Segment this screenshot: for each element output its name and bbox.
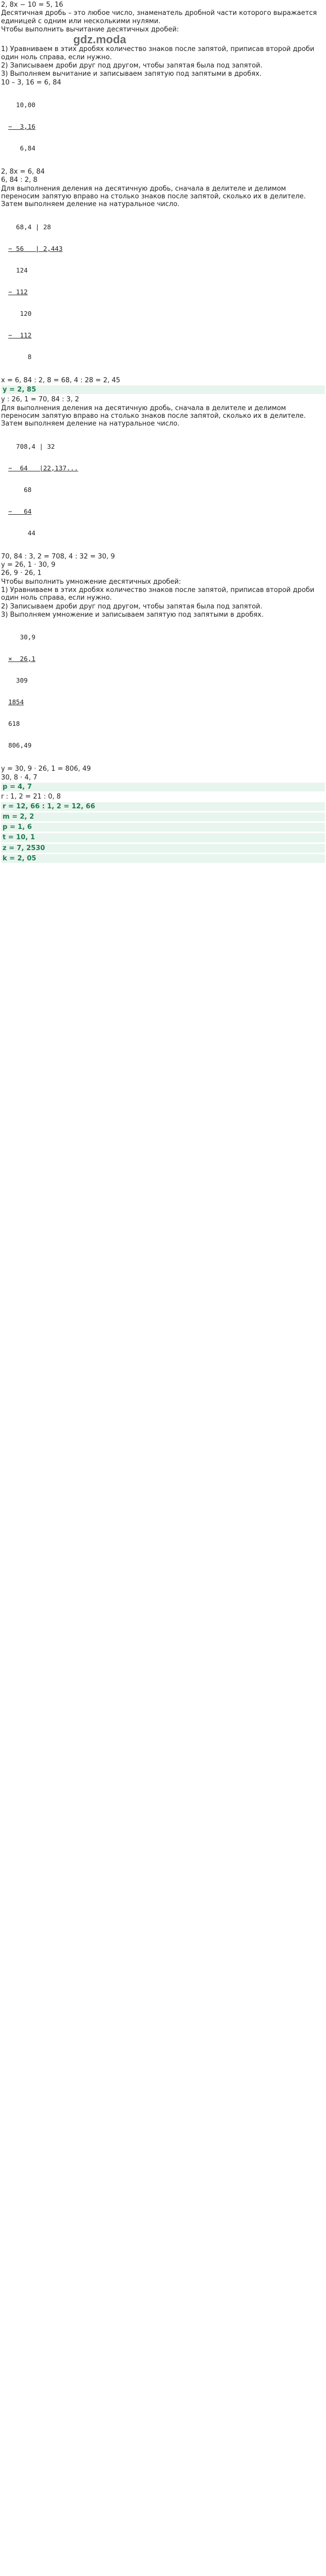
- calc-row: − 64: [8, 507, 32, 515]
- calc-row: 68: [8, 485, 32, 494]
- calc-row: 1854: [8, 698, 24, 706]
- calc-row: × 26,1: [8, 655, 36, 663]
- division-note: Для выполнения деления на десятичную дробь, сначала в делителе и делимом переносим запятую вправо на столько знаков после запятой, сколько их в делителе. Затем выполняем деление на натуральное число.: [1, 404, 308, 428]
- step-result: x = 6, 84 : 2, 8 = 68, 4 : 28 = 2, 45: [1, 376, 121, 384]
- long-division: [8, 429, 325, 551]
- calc-row: − 112: [8, 287, 28, 296]
- calc-row: 309: [8, 676, 28, 685]
- step-line: 2, 8x = 6, 84: [1, 167, 45, 176]
- step-line: y : 26, 1 = 70, 84 : 3, 2: [1, 396, 79, 404]
- calc-row: 30,9: [8, 633, 36, 641]
- intro-expression: 2, 8x − 10 = 5, 16: [1, 1, 63, 9]
- watermark-logo: gdz.moda: [73, 33, 126, 46]
- answer-highlight: p = 1, 6: [1, 823, 325, 832]
- intro-rule-2: 2) Записываем дроби друг под другом, чтобы запятая была под запятой.: [1, 61, 263, 70]
- calc-row: 6,84: [8, 144, 36, 152]
- column-calculation: [8, 87, 325, 166]
- calc-row: 618: [8, 720, 20, 728]
- how-to-row: [1, 26, 325, 34]
- calc-row: 8: [8, 352, 32, 361]
- calc-row: 120: [8, 309, 32, 317]
- step-line: 10 – 3, 16 = 6, 84: [1, 78, 61, 87]
- mult-rule-1: 1) Уравниваем в этих дробях количество знаков после запятой, приписав второй дроби один ноль справа, если нужно.: [1, 586, 317, 602]
- step-line: 6, 84 : 2, 8: [1, 176, 38, 184]
- step-line: 26, 9 · 26, 1: [1, 569, 42, 578]
- calc-row: 68,4 | 28: [8, 223, 51, 231]
- answer-highlight: r = 12, 66 : 1, 2 = 12, 66: [1, 802, 325, 811]
- calc-row: 10,00: [8, 100, 36, 109]
- answer-highlight: y = 2, 85: [1, 385, 325, 394]
- mult-rule-3: 3) Выполняем умножение и записываем запятую под запятыми в дробях.: [1, 611, 264, 619]
- answer-highlight: k = 2, 05: [1, 854, 325, 863]
- step-line: r : 1, 2 = 21 : 0, 8: [1, 793, 61, 801]
- division-note: Для выполнения деления на десятичную дробь, сначала в делителе и делимом переносим запятую вправо на столько знаков после запятой, сколько их в делителе. Затем выполняем деление на натуральное число.: [1, 184, 308, 209]
- intro-rule-3: 3) Выполняем вычитание и записываем запятую под запятыми в дробях.: [1, 70, 262, 78]
- calc-row: − 3,16: [8, 122, 36, 130]
- answer-highlight: p = 4, 7: [1, 783, 325, 791]
- mult-hint: Чтобы выполнить умножение десятичных дробей:: [1, 578, 181, 586]
- intro-hint: Десятичная дробь – это любое число, знаменатель дробной части которого выражается единицей с одним или несколькими нулями.: [1, 9, 319, 25]
- calc-row: 124: [8, 266, 28, 274]
- solution-page: [0, 0, 326, 863]
- answer-highlight: z = 7, 2530: [1, 844, 325, 853]
- intro-rule-1: 1) Уравниваем в этих дробях количество знаков после запятой, приписав второй дроби один ноль справа, если нужно.: [1, 45, 317, 61]
- calc-row: 44: [8, 529, 36, 537]
- long-division: [8, 209, 325, 375]
- step-line: 30, 8 · 4, 7: [1, 773, 38, 782]
- calc-row: 806,49: [8, 741, 32, 750]
- step-line: 70, 84 : 3, 2 = 708, 4 : 32 = 30, 9: [1, 552, 115, 561]
- column-multiplication: [8, 619, 325, 764]
- calc-row: − 56 | 2,443: [8, 244, 63, 252]
- answer-highlight: t = 10, 1: [1, 833, 325, 842]
- calc-row: − 112: [8, 331, 32, 339]
- mult-rule-2: 2) Записываем дроби друг под другом, чтобы запятая была под запятой.: [1, 602, 263, 611]
- calc-row: − 64 |22,137...: [8, 464, 78, 472]
- calc-row: 708,4 | 32: [8, 442, 55, 450]
- step-result: y = 30, 9 · 26, 1 = 806, 49: [1, 765, 91, 773]
- intro-how-to: Чтобы выполнить вычитание десятичных дробей:: [1, 25, 179, 33]
- answer-highlight: m = 2, 2: [1, 812, 325, 821]
- step-line: y = 26, 1 · 30, 9: [1, 561, 56, 569]
